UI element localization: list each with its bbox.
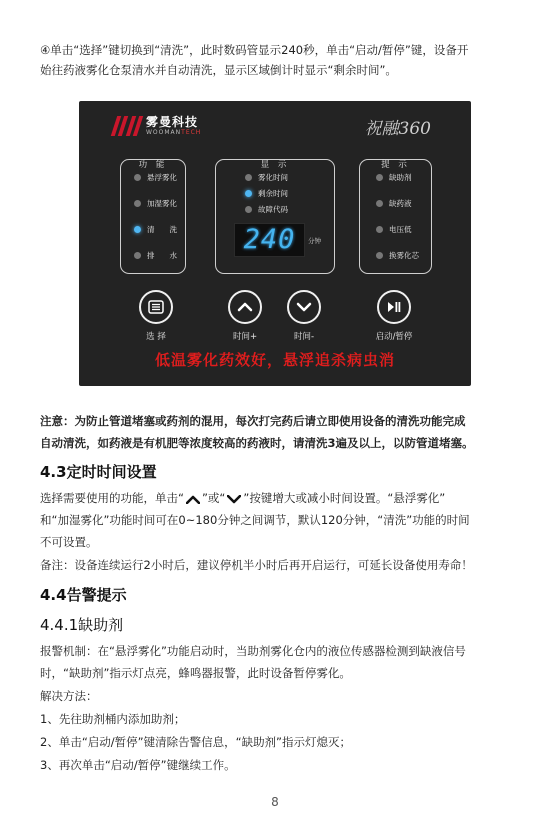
logo-en-text: WOOMANTECH (146, 128, 202, 136)
time-up-label: 时间+ (232, 332, 258, 342)
display-indicator-2 (245, 190, 252, 197)
logo-mark-icon (111, 116, 141, 136)
page-number: 8 (271, 795, 279, 809)
chevron-up-icon (186, 495, 200, 504)
display-item-spray-time: 雾化时间 (258, 173, 288, 182)
menu-icon (148, 300, 164, 314)
alarm-mechanism-line-1: 报警机制：在“悬浮雾化”功能启动时，当助剂雾化仓内的液位传感器检测到缺液信号 (40, 644, 466, 658)
intro-line-1: ④单击“选择”键切换到“清洗”，此时数码管显示240秒，单击“启动/暂停”键，设备开 (40, 43, 469, 57)
function-item-suspended: 悬浮雾化 (147, 173, 177, 182)
time-up-button[interactable] (228, 290, 262, 324)
display-box-title: 显 示 (256, 160, 295, 170)
display-value: 240 (243, 224, 296, 255)
alert-box (359, 159, 432, 274)
function-item-drain: 排 水 (147, 251, 177, 260)
function-indicator-4 (134, 252, 141, 259)
alert-item-core: 换雾化芯 (389, 251, 419, 260)
section-4-3-line-3: 不可设置。 (40, 535, 98, 549)
chevron-down-icon (296, 302, 312, 312)
section-4-3-line-2: 和“加湿雾化”功能时间可在0~180分钟之间调节，默认120分钟，“清洗”功能的时间 (40, 513, 470, 527)
alert-indicator-2 (376, 200, 383, 207)
seven-segment-display (234, 223, 305, 257)
solution-title: 解决方法： (40, 689, 98, 703)
function-indicator-3 (134, 226, 141, 233)
function-box (120, 159, 186, 274)
section-4-3-line-1: 选择需要使用的功能，单击“ ”或“ ”按键增大或减小时间设置。“悬浮雾化” (40, 491, 446, 505)
function-item-humidify: 加湿雾化 (147, 199, 177, 208)
display-indicator-3 (245, 206, 252, 213)
function-indicator-1 (134, 174, 141, 181)
panel-slogan: 低温雾化药效好，悬浮追杀病虫消 (154, 351, 395, 369)
alert-item-voltage: 电压低 (389, 225, 412, 234)
display-item-remaining: 剩余时间 (258, 189, 288, 198)
alert-item-additive: 缺助剂 (389, 173, 412, 182)
display-unit: 分钟 (308, 237, 321, 245)
logo-cn-text: 雾曼科技 (146, 114, 199, 129)
select-button-label: 选 择 (146, 332, 166, 342)
start-pause-button[interactable] (377, 290, 411, 324)
control-panel-image (79, 101, 471, 386)
solution-step-3: 3、再次单击“启动/暂停”键继续工作。 (40, 758, 236, 772)
note-line-2: 自动清洗，如药液是有机肥等浓度较高的药液时，请清洗3遍及以上，以防管道堵塞。 (40, 436, 474, 450)
chevron-up-icon (237, 302, 253, 312)
display-indicator-1 (245, 174, 252, 181)
function-box-title: 功 能 (134, 160, 173, 170)
time-down-label: 时间- (293, 332, 315, 342)
alarm-mechanism-line-2: 时，“缺助剂”指示灯点亮，蜂鸣器报警，此时设备暂停雾化。 (40, 666, 351, 680)
alert-indicator-3 (376, 226, 383, 233)
play-pause-icon (387, 301, 401, 313)
select-button[interactable] (139, 290, 173, 324)
display-item-fault: 故障代码 (258, 205, 288, 214)
section-4-3-heading: 4.3定时时间设置 (40, 463, 157, 481)
function-item-clean: 清 洗 (147, 225, 177, 234)
chevron-down-icon (227, 495, 241, 504)
time-down-button[interactable] (287, 290, 321, 324)
function-indicator-2 (134, 200, 141, 207)
alert-indicator-1 (376, 174, 383, 181)
note-line-1: 注意：为防止管道堵塞或药剂的混用，每次打完药后请立即使用设备的清洗功能完成 (40, 414, 466, 428)
alert-indicator-4 (376, 252, 383, 259)
brand-logo (111, 116, 201, 136)
section-4-4-1-heading: 4.4.1缺助剂 (40, 616, 124, 634)
section-4-4-heading: 4.4告警提示 (40, 586, 127, 604)
solution-step-2: 2、单击“启动/暂停”键清除告警信息，“缺助剂”指示灯熄灭； (40, 735, 352, 749)
model-name: 祝融360 (364, 119, 431, 139)
intro-line-2: 始往药液雾化仓泵清水并自动清洗，显示区域倒计时显示“剩余时间”。 (40, 63, 397, 77)
alert-item-liquid: 缺药液 (389, 199, 412, 208)
alert-box-title: 提 示 (376, 160, 415, 170)
start-pause-label: 启动/暂停 (375, 332, 413, 342)
solution-step-1: 1、先往助剂桶内添加助剂； (40, 712, 186, 726)
section-4-3-remark: 备注：设备连续运行2小时后，建议停机半小时后再开启运行，可延长设备使用寿命！ (40, 558, 473, 572)
